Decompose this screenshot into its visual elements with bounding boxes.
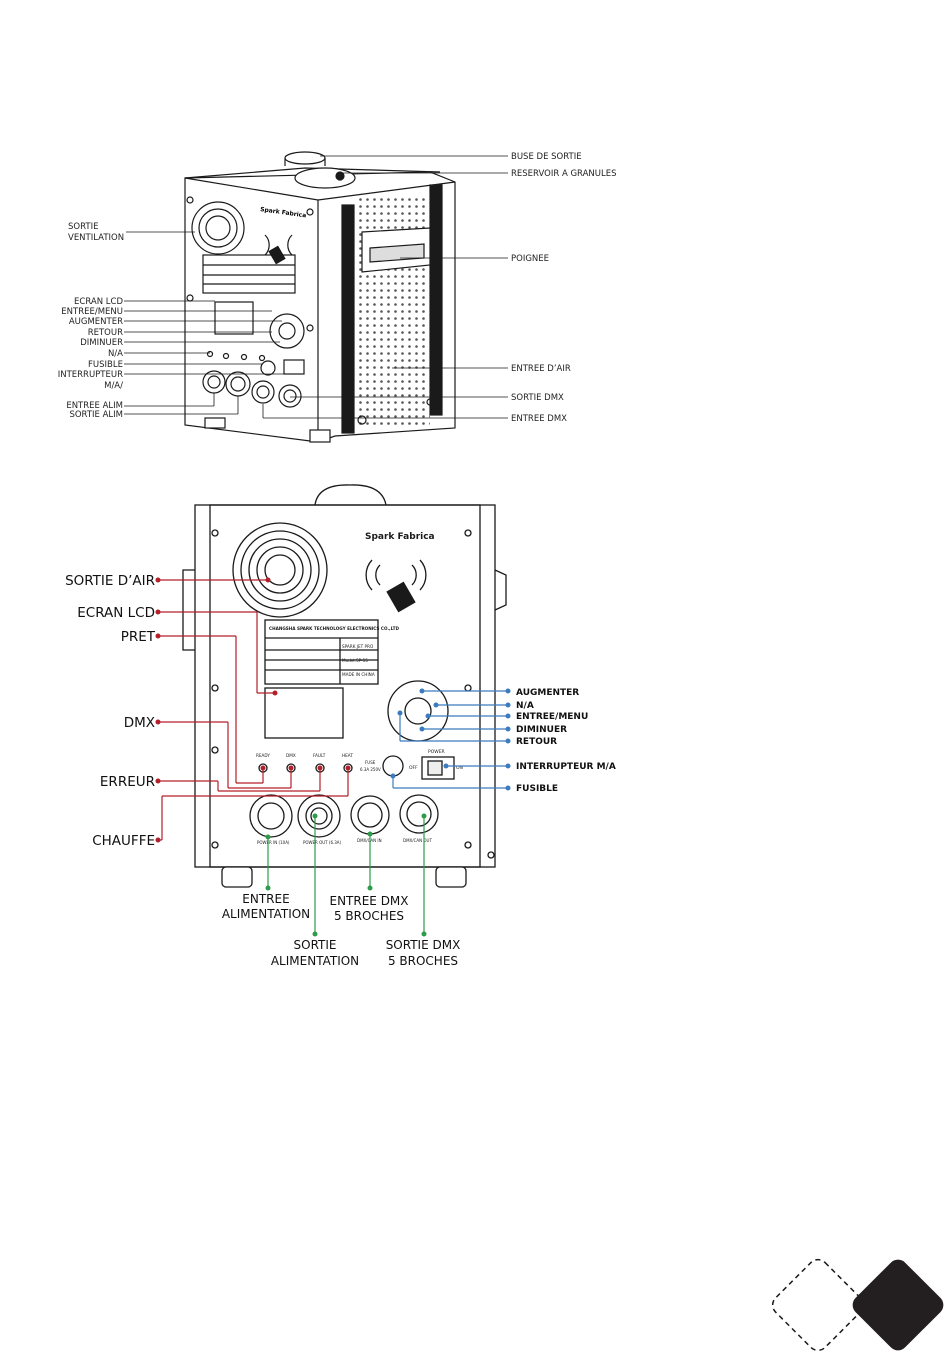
conn-dmx-out-text: DMX/CAN OUT (403, 838, 432, 843)
label-entree-menu-2: ENTREE/MENU (516, 712, 589, 722)
label-entree-alim-2: ALIMENTATION (221, 907, 311, 921)
panel-label-product: SPARK JET PRO (342, 644, 374, 649)
perspective-diagram (58, 152, 617, 442)
fuse-text: FUSE (365, 760, 376, 765)
label-entree-dmx-2: 5 BROCHES (333, 909, 405, 923)
panel-label-company: CHANGSHA SPARK TECHNOLOGY ELECTRONICS CO.,LTD (269, 626, 399, 631)
label-augmenter: AUGMENTER (68, 317, 123, 327)
label-sortie-air: SORTIE D’AIR (65, 573, 155, 589)
label-sortie-ventilation-1: SORTIE (68, 222, 99, 232)
label-interrupteur-1: INTERRUPTEUR (57, 370, 123, 380)
label-sortie-ventilation-2: VENTILATION (68, 233, 125, 243)
labels-left-1b (58, 297, 124, 420)
led-ready-text: READY (256, 753, 270, 758)
label-ecran-lcd-2: ECRAN LCD (77, 605, 155, 621)
label-sortie-alim-2: ALIMENTATION (270, 954, 360, 968)
label-augmenter-2: AUGMENTER (516, 688, 580, 698)
label-entree-dmx-1: ENTREE DMX (329, 894, 409, 908)
label-ecran-lcd: ECRAN LCD (74, 297, 123, 307)
label-sortie-dmx: SORTIE DMX (511, 393, 564, 403)
switch-off-text: OFF (409, 766, 418, 771)
label-entree-air: ENTREE D’AIR (511, 364, 571, 374)
label-sortie-dmx-1: SORTIE DMX (385, 938, 461, 952)
label-entree-alim: ENTREE ALIM (66, 401, 123, 411)
label-erreur: ERREUR (99, 774, 155, 790)
label-entree-menu: ENTREE/MENU (61, 307, 123, 317)
label-fusible: FUSIBLE (88, 360, 123, 370)
device-brand-text: Spark Fabrica (259, 206, 307, 220)
labels-right-2 (516, 688, 616, 794)
label-dmx: DMX (123, 715, 155, 731)
label-interrupteur-2: M/A/ (104, 381, 123, 391)
label-diminuer: DIMINUER (80, 338, 123, 348)
label-pret: PRET (120, 629, 155, 645)
label-sortie-alim: SORTIE ALIM (69, 410, 123, 420)
label-retour-2: RETOUR (516, 737, 558, 747)
labels-left-2 (65, 573, 156, 849)
label-entree-dmx: ENTREE DMX (511, 414, 567, 424)
label-retour: RETOUR (87, 328, 123, 338)
panel-label-model: Model:SP-15 (342, 658, 368, 663)
conn-power-out-text: POWER OUT (6.3A) (303, 840, 342, 845)
label-buse-de-sortie: BUSE DE SORTIE (511, 152, 582, 162)
labels-left-1 (68, 222, 124, 243)
label-sortie-dmx-2: 5 BROCHES (387, 954, 459, 968)
label-diminuer-2: DIMINUER (516, 725, 568, 735)
device-rear (183, 485, 506, 887)
conn-power-in-text: POWER IN (10A) (257, 840, 290, 845)
led-heat-text: HEAT (342, 753, 353, 758)
switch-on-text: ON (456, 766, 463, 771)
label-fusible-2: FUSIBLE (516, 784, 559, 794)
label-reservoir: RESERVOIR A GRANULES (511, 169, 617, 179)
fuse-rating-text: 6.3A 250V (360, 767, 381, 772)
panel-brand: Spark Fabrica (365, 532, 435, 542)
switch-power-text: POWER (428, 750, 445, 755)
label-na-2: N/A (516, 701, 534, 711)
led-dmx-text: DMX (286, 753, 296, 758)
panel-label-made: MADE IN CHINA (342, 672, 375, 677)
label-entree-alim-1: ENTREE (242, 892, 290, 906)
rear-panel-diagram (65, 485, 616, 968)
label-chauffe: CHAUFFE (92, 833, 155, 849)
labels-right-1 (511, 152, 617, 424)
led-fault-text: FAULT (313, 753, 326, 758)
label-interrupteur-2: INTERRUPTEUR M/A (516, 762, 616, 772)
label-poignee: POIGNEE (511, 254, 550, 264)
conn-dmx-in-text: DMX/CAN IN (357, 838, 382, 843)
page-badge (769, 1256, 948, 1355)
device-perspective (185, 152, 455, 442)
filled-diamond-icon (849, 1256, 948, 1355)
label-sortie-alim-1: SORTIE (293, 938, 337, 952)
label-na: N/A (107, 349, 123, 359)
